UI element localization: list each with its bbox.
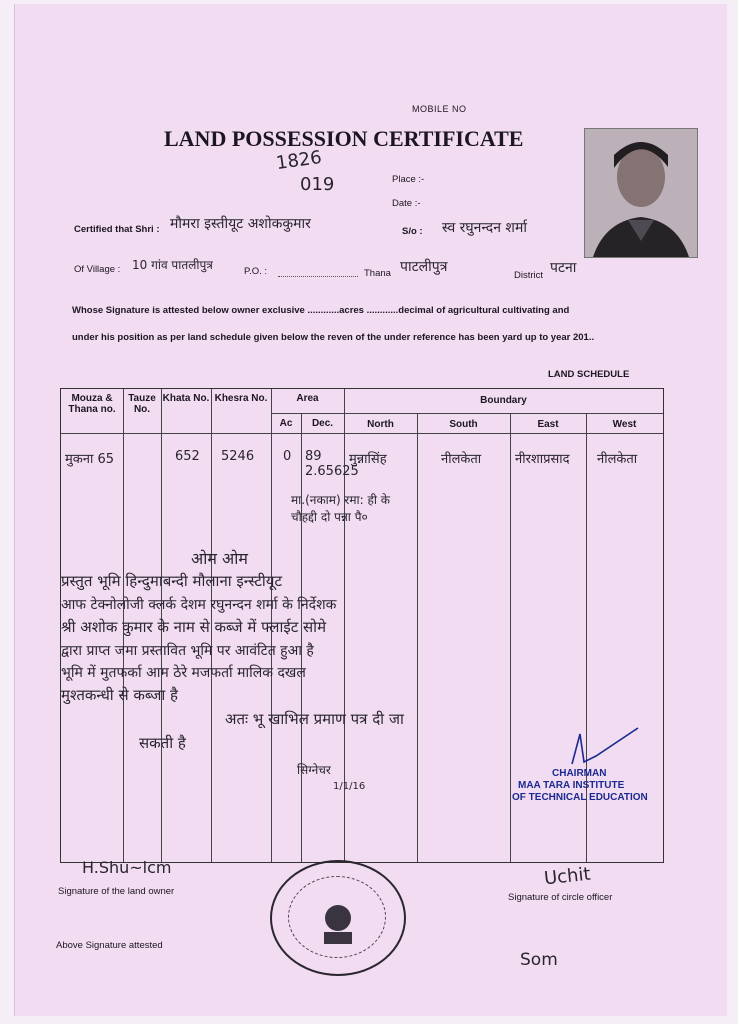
row-area-note: मा.(नकाम) रमा: ही के चौहद्दी दो पन्ना पै० xyxy=(291,493,390,524)
handwritten-note-line-1: प्रस्तुत भूमि हिन्दुमाबन्दी मौलाना इन्स्टीयूट xyxy=(61,572,283,590)
hand-number-top: 1826 xyxy=(274,146,324,175)
header-area: Area xyxy=(296,393,319,404)
area-subheader-divider xyxy=(271,413,663,414)
handwritten-note-line-5: भूमि में मुतफर्का आम ठेरे मजफर्ता मालिक दखल xyxy=(61,665,306,681)
handwritten-note-line-6: मुश्तकन्धी से कब्जा है xyxy=(61,686,179,704)
thana-value: पाटलीपुत्र xyxy=(400,259,448,275)
inside-signature: सिग्नेचर xyxy=(297,763,331,777)
district-value: पटना xyxy=(550,260,577,276)
handwritten-note-line-4: द्वारा प्राप्त जमा प्रस्तावित भूमि पर आवंटित हुआ है xyxy=(61,643,314,659)
chairman-title: CHAIRMAN xyxy=(552,768,607,779)
land-schedule-title: LAND SCHEDULE xyxy=(548,369,630,380)
chairman-education: OF TECHNICAL EDUCATION xyxy=(512,792,648,803)
header-khata: Khata No. xyxy=(162,393,210,404)
header-west: West xyxy=(612,419,637,430)
chairman-institute: MAA TARA INSTITUTE xyxy=(518,780,625,791)
header-ac: Ac xyxy=(279,418,293,429)
statement-line-2: under his position as per land schedule given below the reven of the under reference has been yard up to year 201.. xyxy=(72,332,595,343)
po-dotted-line xyxy=(278,276,358,277)
district-label: District xyxy=(514,270,544,281)
handwritten-note-line-2: आफ टेक्नोलोजी क्लर्क देशम रघुनन्दन शर्मा के निर्देशक xyxy=(61,597,337,613)
table-header-divider xyxy=(61,433,663,434)
owner-signature-hand: H.Shu~lcm xyxy=(82,858,172,877)
column-divider-north xyxy=(417,413,418,862)
mobile-no-label: MOBILE NO xyxy=(412,104,467,114)
certified-name: मौमरा इस्तीयूट अशोककुमार xyxy=(170,216,311,232)
row-ac-value: 0 xyxy=(283,449,292,464)
official-seal xyxy=(270,860,406,976)
inside-signature-date: 1/1/16 xyxy=(333,781,366,792)
statement-line-1: Whose Signature is attested below owner exclusive ............acres ............decimal of agricultural cultivating and xyxy=(72,305,570,316)
village-value: 10 गांव पातलीपुत्र xyxy=(132,258,213,272)
header-south: South xyxy=(449,419,478,430)
handwritten-note-line-8: सकती है xyxy=(139,734,186,752)
hand-number-bottom: 019 xyxy=(300,174,335,195)
attested-label: Above Signature attested xyxy=(56,940,163,951)
row-dec-value: 89 2.65625 xyxy=(305,449,359,479)
handwritten-note-line-7: अतः भू खाभिल प्रमाण पत्र दी जा xyxy=(225,710,404,728)
header-boundary: Boundary xyxy=(480,395,527,406)
village-label: Of Village : xyxy=(74,264,121,275)
date-label: Date :- xyxy=(392,198,421,209)
place-label: Place :- xyxy=(392,174,425,185)
page-title: LAND POSSESSION CERTIFICATE xyxy=(164,126,524,151)
bottom-signature-hand: Som xyxy=(520,950,558,970)
handwritten-heading: ओम ओम xyxy=(191,549,248,568)
column-divider-ac xyxy=(301,413,302,862)
so-label: S/o : xyxy=(402,226,423,237)
row-east-value: नीरशाप्रसाद xyxy=(515,452,570,467)
column-divider-south xyxy=(510,413,511,862)
header-north: North xyxy=(367,419,394,430)
row-north-value: मुन्नासिंह xyxy=(349,452,387,467)
header-mouza-thana: Mouza & Thana no. xyxy=(68,393,116,415)
certified-label: Certified that Shri : xyxy=(74,224,160,235)
row-khata-value: 652 xyxy=(175,449,200,464)
row-mouza-value: मुकना 65 xyxy=(65,452,115,467)
officer-signature-label: Signature of circle officer xyxy=(508,892,613,903)
po-label: P.O. : xyxy=(244,266,268,277)
chairman-signature-mark xyxy=(568,726,640,772)
header-dec: Dec. xyxy=(311,418,334,429)
header-tauze: Tauze No. xyxy=(128,393,156,415)
row-south-value: नीलकेता xyxy=(441,452,482,467)
so-value: स्व रघुनन्दन शर्मा xyxy=(442,220,527,236)
applicant-photo xyxy=(584,128,698,258)
row-west-value: नीलकेता xyxy=(597,452,638,467)
thana-label: Thana xyxy=(364,268,391,279)
officer-signature-hand: Uchit xyxy=(543,863,592,890)
header-khesra: Khesra No. xyxy=(214,393,268,404)
owner-signature-label: Signature of the land owner xyxy=(58,886,175,897)
header-east: East xyxy=(537,419,559,430)
row-khesra-value: 5246 xyxy=(221,449,255,464)
handwritten-note-line-3: श्री अशोक कुमार के नाम से कब्जे में फ्लाईट सोमे xyxy=(61,618,327,636)
